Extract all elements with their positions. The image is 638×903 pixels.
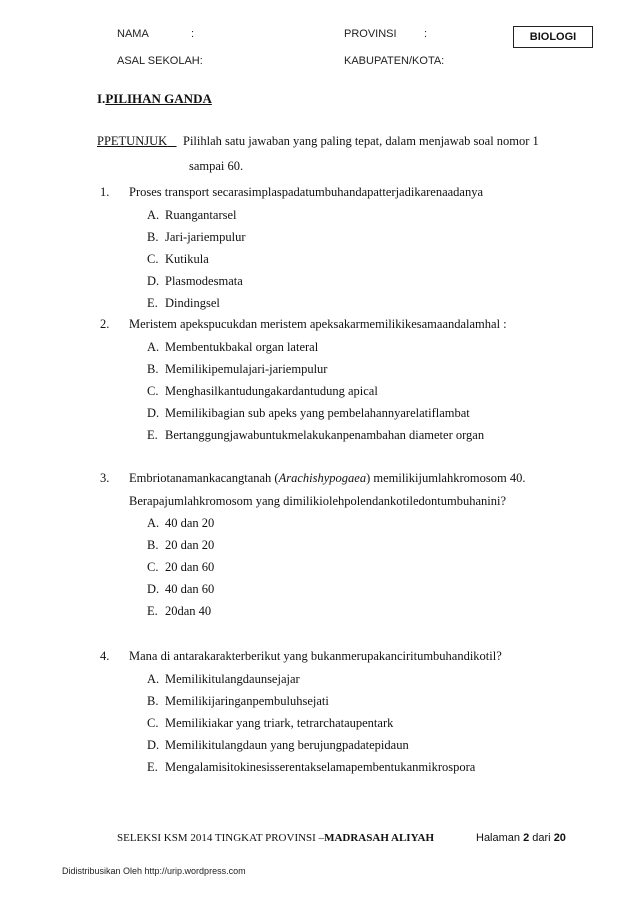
question-text: Embriotanamankacangtanah (Arachishypogaea) memilikijumlahkromosom 40. [129, 471, 526, 485]
question-number: 2. [100, 317, 110, 331]
option-item: A. Memilikitulangdaunsejajar [147, 672, 300, 686]
option-item: D. 40 dan 60 [147, 582, 215, 596]
nama-colon: : [191, 28, 195, 40]
option-item: B. 20 dan 20 [147, 538, 215, 552]
question-text: Meristem apekspucukdan meristem apeksakarmemilikikesamaandalamhal : [129, 317, 507, 331]
section-title-text: PILIHAN GANDA [105, 91, 212, 106]
asal-sekolah-label: ASAL SEKOLAH: [117, 55, 203, 67]
kabupaten-label: KABUPATEN/KOTA: [344, 55, 445, 67]
exam-footer: SELEKSI KSM 2014 TINGKAT PROVINSI –MADRASAH ALIYAH [117, 832, 435, 844]
option-item: E. 20dan 40 [147, 604, 212, 618]
nama-label: NAMA [117, 28, 149, 40]
option-item: C. Menghasilkantudungakardantudung apical [147, 384, 378, 398]
option-item: D. Memilikibagian sub apeks yang pembelahannyarelatiflambat [147, 406, 470, 420]
option-item: A. Ruangantarsel [147, 208, 237, 222]
option-item: C. 20 dan 60 [147, 560, 215, 574]
instructions-line-1: Pilihlah satu jawaban yang paling tepat, dalam menjawab soal nomor 1 [183, 134, 539, 148]
option-item: C. Memilikiakar yang triark, tetrarchataupentark [147, 716, 394, 730]
instructions-label: PPETUNJUK [97, 134, 168, 148]
option-item: E. Dindingsel [147, 296, 220, 310]
option-item: E. Mengalamisitokinesisserentakselamapembentukanmikrospora [147, 760, 476, 774]
provinsi-label: PROVINSI [344, 28, 397, 40]
distribution-credit: Didistribusikan Oleh http://urip.wordpress.com [62, 866, 246, 876]
question-number: 4. [100, 649, 110, 663]
option-item: B. Memilikipemulajari-jariempulur [147, 362, 328, 376]
question-text-line-2: Berapajumlahkromosom yang dimilikiolehpolendankotiledontumbuhanini? [129, 494, 507, 508]
instructions-line-2: sampai 60. [189, 159, 244, 173]
option-item: C. Kutikula [147, 252, 209, 266]
option-item: A. 40 dan 20 [147, 516, 215, 530]
option-item: D. Memilikitulangdaun yang berujungpadatepidaun [147, 738, 409, 752]
option-item: D. Plasmodesmata [147, 274, 243, 288]
section-title [97, 91, 212, 107]
question-text: Proses transport secarasimplaspadatumbuhandapatterjadikarenaadanya [129, 185, 484, 199]
subject-badge: BIOLOGI [513, 26, 593, 48]
question-text: Mana di antarakarakterberikut yang bukanmerupakanciritumbuhandikotil? [129, 649, 502, 663]
page-indicator: Halaman 2 dari 20 [476, 832, 566, 844]
question-number: 3. [100, 471, 110, 485]
question-number: 1. [100, 185, 110, 199]
section-roman: I. [97, 91, 106, 106]
option-item: A. Membentukbakal organ lateral [147, 340, 319, 354]
provinsi-colon: : [424, 28, 428, 40]
option-item: B. Memilikijaringanpembuluhsejati [147, 694, 329, 708]
option-item: B. Jari-jariempulur [147, 230, 246, 244]
option-item: E. Bertanggungjawabuntukmelakukanpenambahan diameter organ [147, 428, 485, 442]
